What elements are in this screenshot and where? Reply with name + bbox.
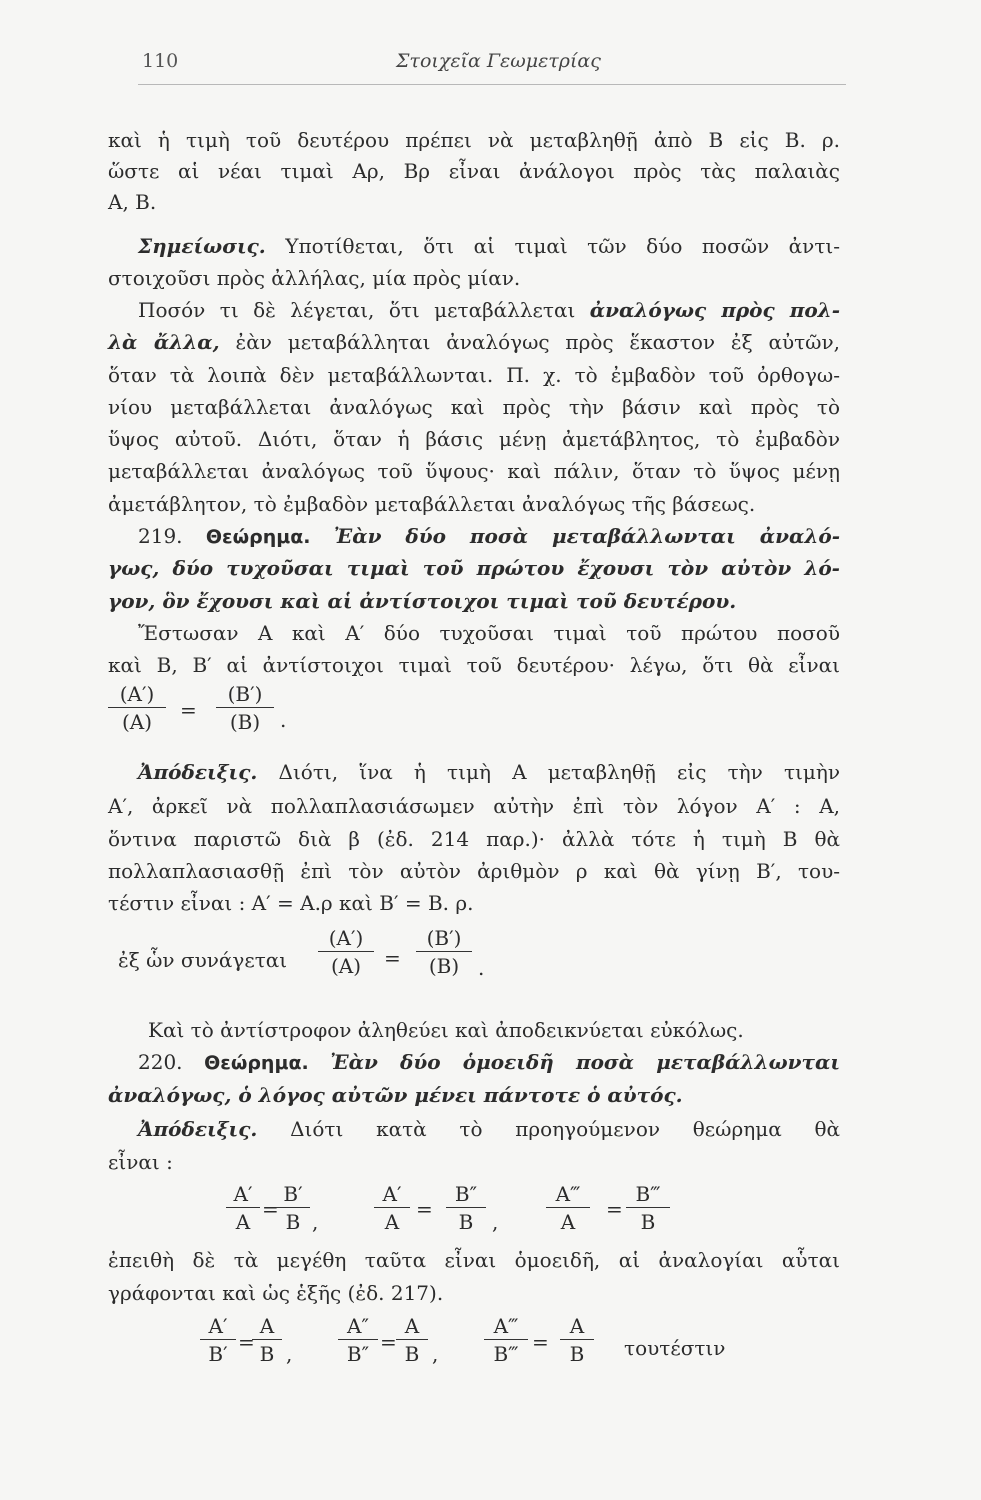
- note-text: Υποτίθεται, ὅτι αἱ τιμαὶ τῶν δύο ποσῶν ἀντι-: [285, 234, 841, 258]
- text-line: πολλαπλασιασθῇ ἐπὶ τὸν αὐτὸν ἀριθμὸν ρ καὶ θὰ γίνῃ Β′, του-: [108, 859, 840, 883]
- proof-text: Διότι, ἵνα ἡ τιμὴ Α μεταβληθῇ εἰς τὴν τιμὴν: [278, 760, 840, 784]
- page-header: [138, 44, 846, 85]
- text-line: Α′, ἀρκεῖ νὰ πολλαπλασιάσωμεν αὐτὴν ἐπὶ τὸν λόγον Α′ : Α,: [108, 794, 840, 818]
- text-line: ἐξ ὧν συνάγεται: [118, 948, 288, 972]
- equals-sign: =: [416, 1197, 433, 1221]
- fraction: (Β′) (Β): [416, 928, 472, 976]
- comma: ,: [492, 1210, 499, 1234]
- proof-text: Διότι κατὰ τὸ προηγούμενον θεώρημα θὰ: [290, 1117, 841, 1141]
- proof-line: [108, 1119, 840, 1139]
- fraction: (Α′) (Α): [318, 928, 374, 976]
- fraction: Β‴ Β: [626, 1184, 670, 1232]
- period: .: [478, 956, 485, 980]
- text-line: μεταβάλλεται ἀναλόγως τοῦ ὕψους· καὶ πάλιν, ὅταν τὸ ὕψος μένῃ: [108, 459, 840, 483]
- page-number: 110: [142, 50, 179, 72]
- equals-sign: =: [380, 1330, 397, 1354]
- proof-label: Ἀπόδειξις.: [138, 1117, 258, 1141]
- theorem-statement: Ἐὰν δύο ὁμοειδῆ ποσὰ μεταβάλλωνται: [330, 1050, 841, 1074]
- text-line: στοιχοῦσι πρὸς ἀλλήλας, μία πρὸς μίαν.: [108, 266, 521, 290]
- proof-label: Ἀπόδειξις.: [138, 760, 258, 784]
- note-line: [108, 236, 840, 256]
- comma: ,: [286, 1342, 293, 1366]
- fraction: Α Β: [560, 1316, 594, 1364]
- fraction: Α′ Α: [374, 1184, 410, 1232]
- period: .: [280, 708, 287, 732]
- emphasis-phrase: λὰ ἄλλα,: [108, 330, 220, 354]
- text-line: ἀμετάβλητον, τὸ ἐμβαδὸν μεταβάλλεται ἀναλόγως τῆς βάσεως.: [108, 492, 756, 516]
- equals-sign: =: [262, 1197, 279, 1221]
- text-line: γράφονται καὶ ὡς ἑξῆς (ἐδ. 217).: [108, 1281, 444, 1305]
- theorem-219-line: [108, 526, 840, 547]
- comma: ,: [312, 1210, 319, 1234]
- text-line: ὅντινα παριστῶ διὰ β (ἐδ. 214 παρ.)· ἀλλὰ τότε ἡ τιμὴ Β θὰ: [108, 827, 840, 851]
- text-line: εἶναι :: [108, 1150, 173, 1174]
- text-line: ὅταν τὰ λοιπὰ δὲν μεταβάλλωνται. Π. χ. τὸ ἐμβαδὸν τοῦ ὀρθογω-: [108, 363, 840, 387]
- proof-line: [108, 762, 840, 782]
- equals-sign: =: [606, 1197, 623, 1221]
- text-line: [108, 332, 840, 352]
- equals-sign: =: [180, 698, 197, 722]
- theorem-statement-line: γως, δύο τυχοῦσαι τιμαὶ τοῦ πρώτου ἔχουσι τὸν αὐτὸν λό-: [108, 556, 840, 580]
- note-label: Σημείωσις.: [138, 234, 266, 258]
- theorem-statement-line: ἀναλόγως, ὁ λόγος αὐτῶν μένει πάντοτε ὁ αὐτός.: [108, 1083, 683, 1107]
- text-line: Α, Β.: [108, 190, 157, 214]
- text-line: τουτέστιν: [624, 1336, 726, 1360]
- section-number: 219.: [138, 524, 183, 548]
- text-fragment: Ἔστωσαν Α καὶ Α′ δύο τυχοῦσαι τιμαὶ τοῦ πρώτου ποσοῦ: [138, 621, 840, 645]
- running-title: Στοιχεῖα Γεωμετρίας: [396, 50, 601, 72]
- text-line: νίου μεταβάλλεται ἀναλόγως καὶ πρὸς τὴν βάσιν καὶ πρὸς τὸ: [108, 395, 840, 419]
- emphasis-phrase: ἀναλόγως πρὸς πολ-: [589, 298, 840, 322]
- fraction: Β″ Β: [446, 1184, 486, 1232]
- fraction: Β′ Β: [276, 1184, 310, 1232]
- section-number: 220.: [138, 1050, 183, 1074]
- equals-sign: =: [238, 1330, 255, 1354]
- fraction: Α″ Β″: [338, 1316, 378, 1364]
- theorem-label: Θεώρημα.: [204, 1052, 309, 1074]
- text-line: [108, 1020, 840, 1040]
- text-line: [108, 300, 840, 320]
- text-fragment: Καὶ τὸ ἀντίστροφον ἀληθεύει καὶ ἀποδεικνύεται εὐκόλως.: [148, 1018, 744, 1042]
- text-line: καὶ Β, Β′ αἱ ἀντίστοιχοι τιμαὶ τοῦ δευτέρου· λέγω, ὅτι θὰ εἶναι: [108, 653, 840, 677]
- fraction: (Β′) (Β): [216, 684, 274, 732]
- fraction: Α‴ Α: [546, 1184, 590, 1232]
- text-line: καὶ ἡ τιμὴ τοῦ δευτέρου πρέπει νὰ μεταβληθῇ ἀπὸ Β εἰς Β. ρ.: [108, 128, 840, 152]
- text-line: [108, 623, 840, 643]
- theorem-statement-line: γον, ὃν ἔχουσι καὶ αἱ ἀντίστοιχοι τιμαὶ τοῦ δευτέρου.: [108, 589, 737, 613]
- text-line: ὕψος αὐτοῦ. Διότι, ὅταν ἡ βάσις μένῃ ἀμετάβλητος, τὸ ἐμβαδὸν: [108, 427, 840, 451]
- fraction: Α‴ Β‴: [484, 1316, 528, 1364]
- theorem-statement: Ἐὰν δύο ποσὰ μεταβάλλωνται ἀναλό-: [333, 524, 841, 548]
- equals-sign: =: [532, 1330, 549, 1354]
- text-fragment: ἐὰν μεταβάλληται ἀναλόγως πρὸς ἕκαστον ἐξ αὐτῶν,: [235, 330, 841, 354]
- fraction: (Α′) (Α): [108, 684, 166, 732]
- theorem-label: Θεώρημα.: [205, 526, 311, 548]
- equals-sign: =: [384, 946, 401, 970]
- text-line: ἐπειθὴ δὲ τὰ μεγέθη ταῦτα εἶναι ὁμοειδῆ, αἱ ἀναλογίαι αὗται: [108, 1248, 840, 1272]
- fraction: Α Β: [396, 1316, 428, 1364]
- text-line: ὥστε αἱ νέαι τιμαὶ Αρ, Βρ εἶναι ἀνάλογοι πρὸς τὰς παλαιὰς: [108, 159, 840, 183]
- comma: ,: [432, 1342, 439, 1366]
- fraction: Α′ Β′: [200, 1316, 236, 1364]
- theorem-220-line: [108, 1052, 840, 1073]
- fraction: Α Β: [252, 1316, 282, 1364]
- fraction: Α′ Α: [226, 1184, 260, 1232]
- text-line: τέστιν εἶναι : Α′ = Α.ρ καὶ Β′ = Β. ρ.: [108, 891, 474, 915]
- text-fragment: Ποσόν τι δὲ λέγεται, ὅτι μεταβάλλεται: [138, 298, 576, 322]
